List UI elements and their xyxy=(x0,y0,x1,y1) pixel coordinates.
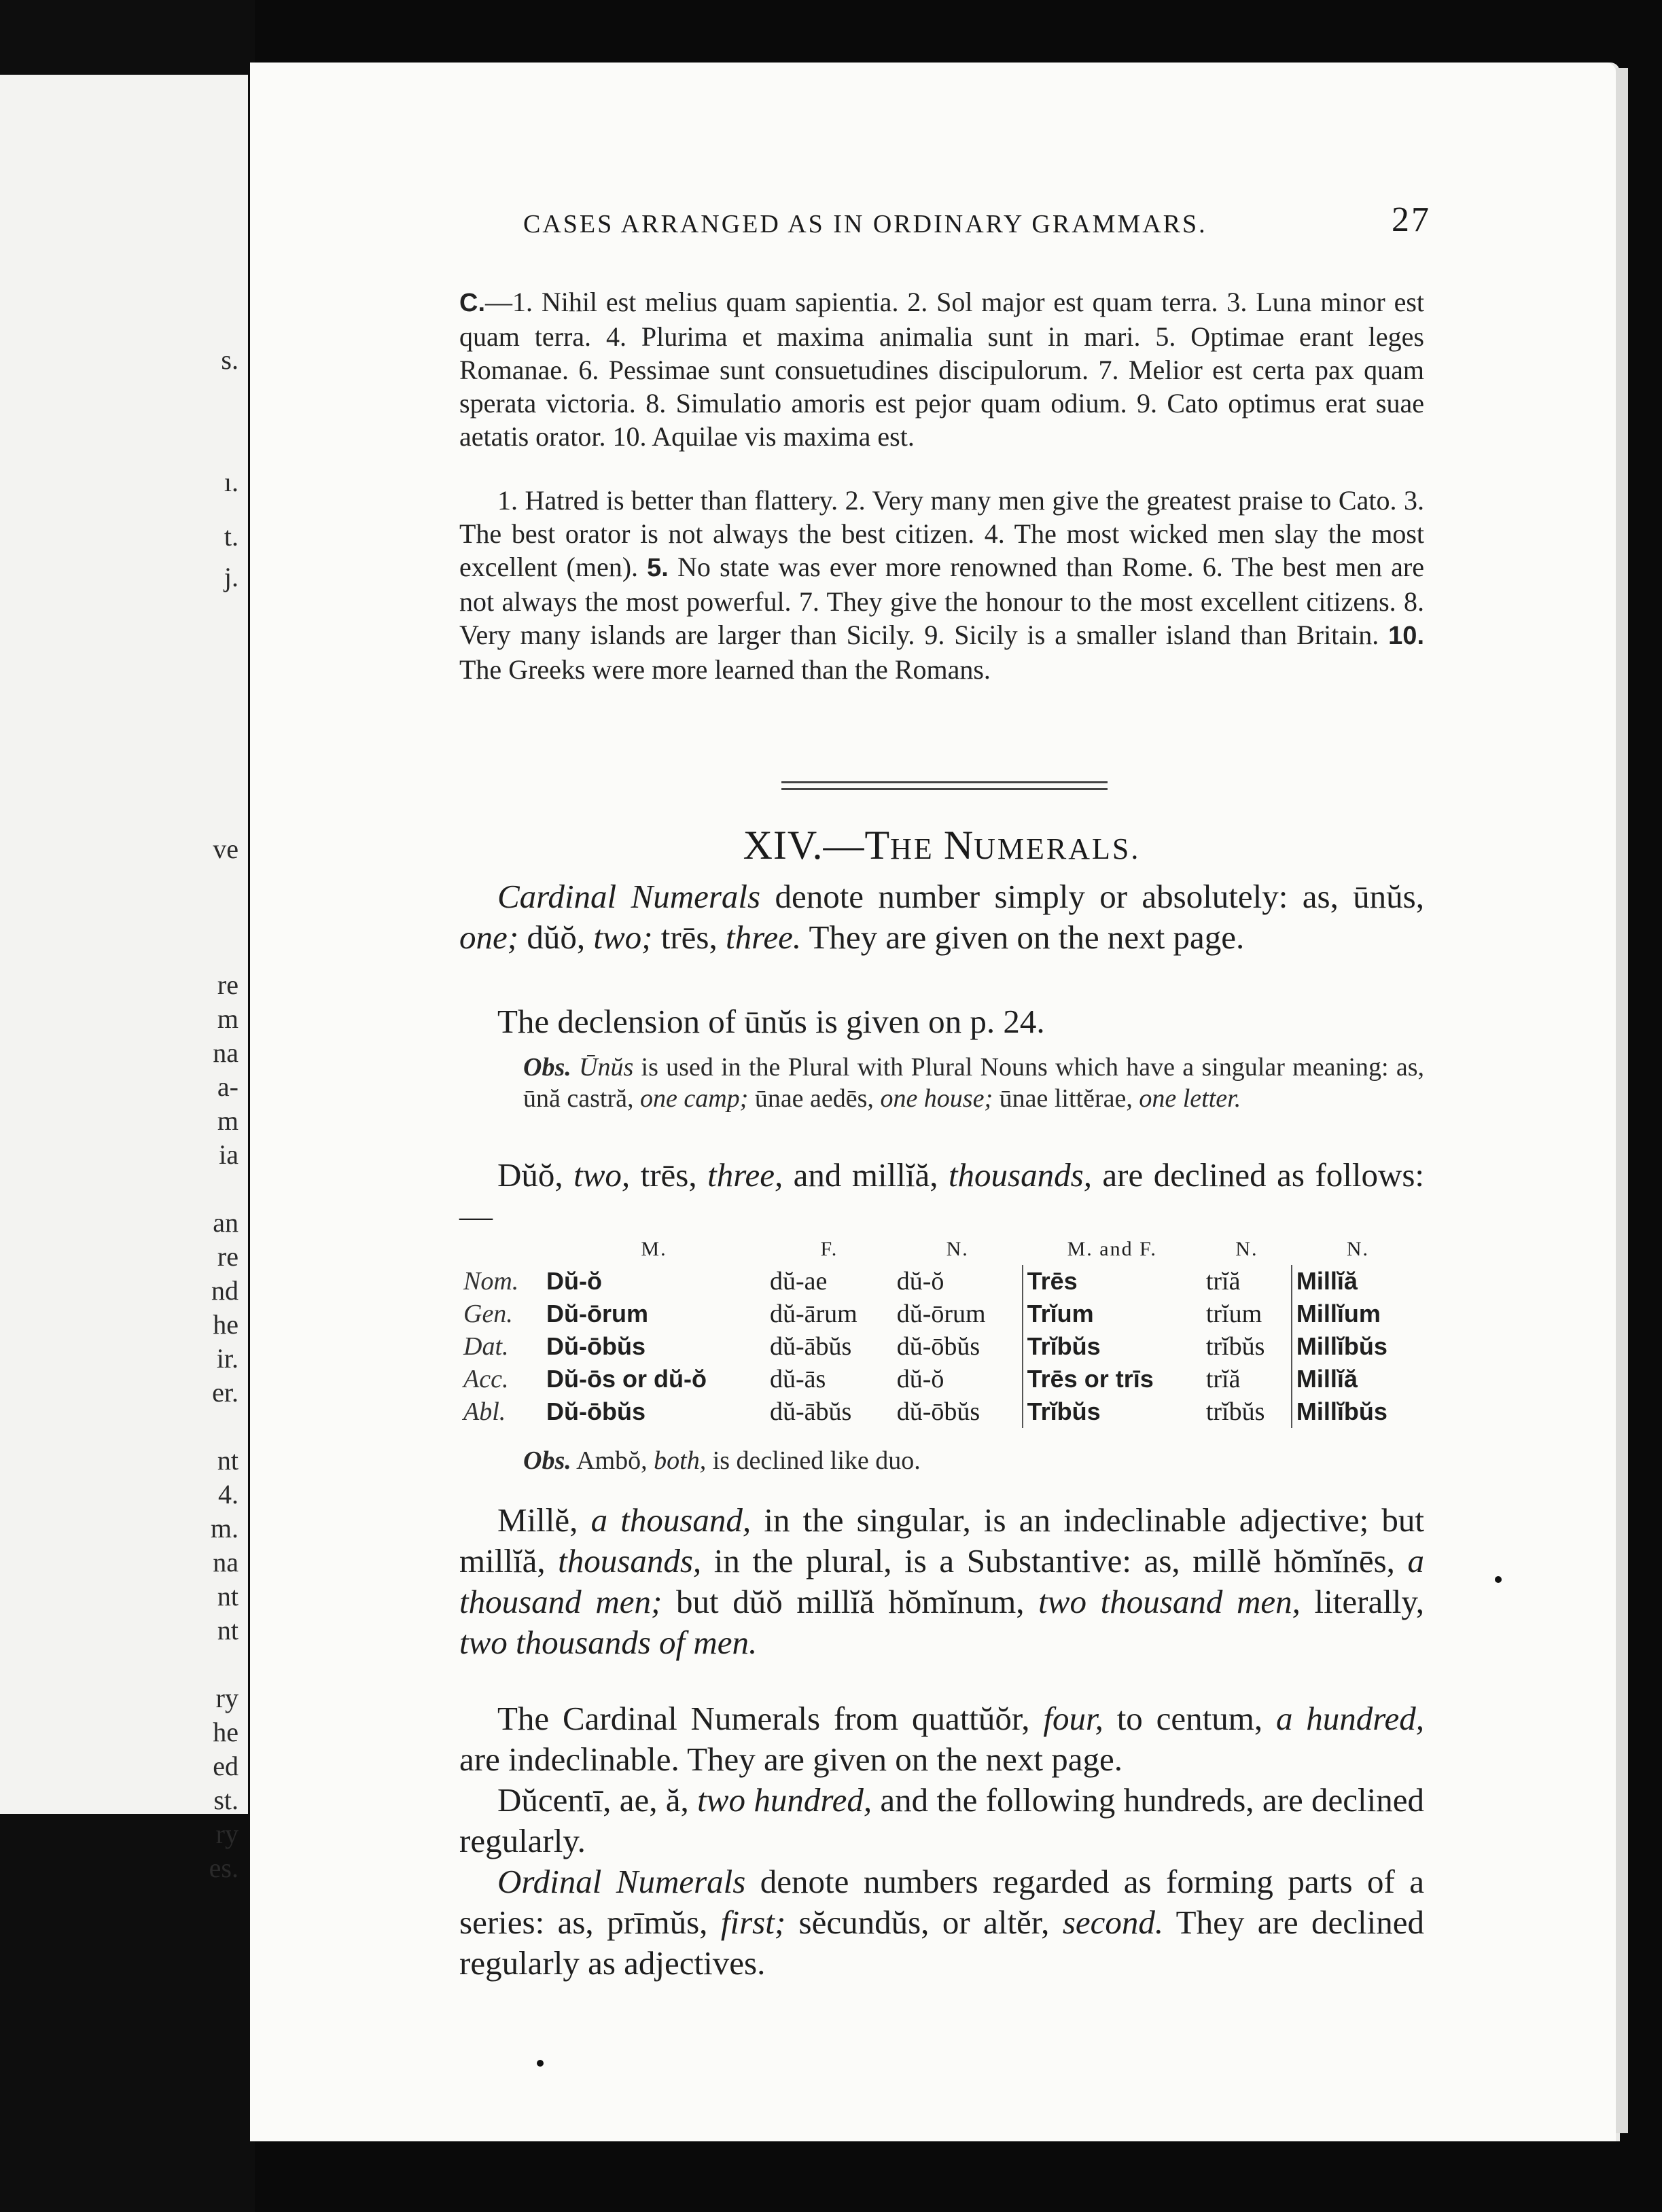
table-cell: trĭă xyxy=(1205,1365,1241,1393)
table-header-case xyxy=(459,1238,542,1265)
gloss: a hundred, xyxy=(1275,1700,1425,1737)
text: The Cardinal Numerals from quattŭŏr, xyxy=(497,1700,1044,1737)
paragraph-mille xyxy=(459,1500,1424,1663)
exercise-segment: No state was ever more renowned than Rome. 6. The best men are not always the most powerful. 7. They give the honour to the most excellent citizens. 8. Very many islands are larger than Sicily. 9. Sicily is a smaller island than Britain. xyxy=(459,552,1424,650)
ink-speck xyxy=(537,2060,544,2067)
text: Millĕ, xyxy=(497,1501,591,1539)
exercise-segment: 5. xyxy=(647,554,669,582)
text: in the singular, is an indeclinable adjective; but millĭă, xyxy=(459,1501,1424,1580)
page-number: 27 xyxy=(1392,200,1431,239)
gloss: four, xyxy=(1043,1700,1103,1737)
left-page-fragment: he xyxy=(213,1309,238,1340)
table-cell: Millĭă xyxy=(1292,1363,1424,1395)
table-cell: Trēs or trīs xyxy=(1023,1363,1202,1395)
term-cardinal: Cardinal Numerals xyxy=(497,878,761,915)
case-label: Nom. xyxy=(463,1267,519,1296)
gloss: thousands, xyxy=(558,1542,702,1580)
table-cell: trĭbŭs xyxy=(1205,1397,1265,1426)
text: Ambŏ, xyxy=(571,1446,654,1475)
table-row xyxy=(459,1363,1424,1395)
left-page-fragment: ry xyxy=(215,1819,238,1849)
section-title-rest-2: UMERALS. xyxy=(974,832,1141,866)
gloss: one camp; xyxy=(639,1084,749,1113)
table-cell: dŭ-ŏ xyxy=(896,1365,944,1393)
gloss: three. xyxy=(725,918,802,956)
text: ūnae aedēs, xyxy=(748,1084,881,1113)
table-cell: Trĭbŭs xyxy=(1023,1395,1202,1428)
gloss: second. xyxy=(1062,1904,1164,1941)
gloss: first; xyxy=(720,1904,786,1941)
table-cell: dŭ-ōbŭs xyxy=(896,1332,980,1361)
term-ordinal: Ordinal Numerals xyxy=(497,1863,746,1900)
left-page-fragment: s. xyxy=(221,344,238,375)
text: are declined as follows:— xyxy=(459,1156,1425,1234)
table-cell: dŭ-ōrum xyxy=(896,1300,986,1328)
text: denote number simply or absolutely: as, ūnŭs, xyxy=(760,878,1424,915)
table-header: N. xyxy=(946,1238,969,1260)
gloss: two hundred, xyxy=(697,1781,872,1819)
gloss: one; xyxy=(459,918,519,956)
paragraph-ordinal xyxy=(459,1861,1424,1984)
text: They are given on the next page. xyxy=(801,918,1245,956)
left-page-fragment: t. xyxy=(224,521,238,552)
table-row xyxy=(459,1330,1424,1363)
table-header: M. and F. xyxy=(1067,1238,1157,1260)
table-cell: dŭ-ŏ xyxy=(896,1267,944,1296)
obs-label: Obs. xyxy=(523,1446,571,1475)
table-cell: Dŭ-ōs or dŭ-ŏ xyxy=(546,1365,707,1393)
text: and millĭă, xyxy=(783,1156,949,1194)
left-page-fragment: ia xyxy=(219,1139,238,1170)
left-page-fragment: ve xyxy=(213,834,238,864)
text: are indeclinable. They are given on the next page. xyxy=(459,1741,1122,1778)
gloss: two thousand men, xyxy=(1038,1583,1301,1620)
left-page-fragment: ir. xyxy=(216,1343,238,1374)
exercise-c-text: —1. Nihil est melius quam sapientia. 2. Sol major est quam terra. 3. Luna minor est quam terra. 4. Plurima et maxima animalia sunt in mari. 5. Optimae erant leges Romanae. 6. Pessimae sunt consuetudines discipulorum. 7. Melior est certa pax quam sperata victoria. 8. Simulatio amoris est pejor quam odium. 9. Cato optimus erat suae aetatis orator. 10. Aquilae vis maxima est. xyxy=(459,287,1424,452)
left-page-fragment: na xyxy=(213,1547,238,1577)
left-page-fragment: j. xyxy=(224,562,238,592)
gloss: two; xyxy=(593,918,653,956)
case-label: Acc. xyxy=(463,1365,509,1393)
case-label: Abl. xyxy=(463,1397,506,1426)
left-page-fragment: ı. xyxy=(224,467,238,497)
table-cell: Millĭă xyxy=(1292,1265,1424,1298)
left-page-fragment: 4. xyxy=(218,1479,238,1510)
table-row xyxy=(459,1298,1424,1330)
section-title xyxy=(459,822,1424,869)
text: literally, xyxy=(1300,1583,1424,1620)
left-page-fragment: nt xyxy=(217,1615,238,1645)
section-title-rest: HE xyxy=(890,832,944,866)
paragraph-declension xyxy=(459,1001,1424,1042)
table-cell: Millĭum xyxy=(1292,1298,1424,1330)
text: trēs, xyxy=(630,1156,708,1194)
table-cell: dŭ-ārum xyxy=(770,1300,857,1328)
table-row xyxy=(459,1395,1424,1428)
table-cell: trĭbŭs xyxy=(1205,1332,1265,1361)
table-cell: dŭ-ōbŭs xyxy=(896,1397,980,1426)
text: in the plural, is a Substantive: as, millĕ hŏmĭnēs, xyxy=(701,1542,1408,1580)
case-label: Gen. xyxy=(463,1300,513,1328)
table-cell: Dŭ-ōbŭs xyxy=(546,1332,646,1360)
left-page-fragment: na xyxy=(213,1037,238,1068)
text: sĕcundŭs, or altĕr, xyxy=(785,1904,1063,1941)
text: dŭŏ, xyxy=(518,918,594,956)
exercise-segment: 10. xyxy=(1388,622,1424,650)
table-cell: Millĭbŭs xyxy=(1292,1330,1424,1363)
table-row xyxy=(459,1265,1424,1298)
left-page-fragment: m xyxy=(217,1105,238,1136)
table-cell: Dŭ-ōrum xyxy=(546,1300,648,1327)
table-header: M. xyxy=(641,1238,667,1260)
table-header: N. xyxy=(1346,1238,1370,1260)
gloss: a thousand men; xyxy=(459,1542,1424,1620)
left-page-fragment: re xyxy=(217,1241,238,1272)
text: to centum, xyxy=(1103,1700,1276,1737)
table-cell: trĭum xyxy=(1205,1300,1262,1328)
exercise-c xyxy=(459,285,1424,453)
table-cell: Trĭbŭs xyxy=(1023,1330,1202,1363)
section-title-initial: T xyxy=(864,823,891,868)
left-page-fragment: m xyxy=(217,1003,238,1034)
text: Dŭcentī, ae, ă, xyxy=(497,1781,698,1819)
left-page-fragment: nt xyxy=(217,1581,238,1611)
section-numeral: XIV.— xyxy=(743,823,865,868)
section-rule-top xyxy=(781,781,1108,783)
text: Dŭŏ, xyxy=(497,1156,574,1194)
left-page-fragment: a- xyxy=(217,1071,238,1102)
paragraph-ducenti xyxy=(459,1780,1424,1861)
table-cell: dŭ-ās xyxy=(770,1365,826,1393)
text: They are declined regularly as adjectives. xyxy=(459,1904,1424,1982)
left-page-fragment: he xyxy=(213,1717,238,1747)
table-header-row xyxy=(459,1238,1424,1265)
gloss: a thousand, xyxy=(590,1501,752,1539)
paragraph-quattuor xyxy=(459,1698,1424,1780)
gloss: two, xyxy=(573,1156,631,1194)
table-cell: trĭă xyxy=(1205,1267,1241,1296)
declension-table xyxy=(459,1238,1424,1428)
obs-label: Obs. xyxy=(523,1053,571,1082)
left-page-fragment: es. xyxy=(209,1853,238,1883)
gloss: one letter. xyxy=(1139,1084,1241,1113)
observation-ambo xyxy=(523,1446,921,1476)
exercise-segment: The Greeks were more learned than the Romans. xyxy=(459,654,991,685)
gloss: thousands, xyxy=(948,1156,1092,1194)
text: ūnae littĕrae, xyxy=(993,1084,1139,1113)
table-header: N. xyxy=(1235,1238,1258,1260)
case-label: Dat. xyxy=(463,1332,509,1361)
left-page-fragment: ed xyxy=(213,1751,238,1781)
table-header: F. xyxy=(820,1238,838,1260)
left-page-fragment: re xyxy=(217,969,238,1000)
table-cell: Trĭum xyxy=(1023,1298,1202,1330)
table-cell: Dŭ-ōbŭs xyxy=(546,1397,646,1425)
table-cell: Dŭ-ŏ xyxy=(546,1267,602,1295)
table-cell: dŭ-ābŭs xyxy=(770,1397,852,1426)
section-title-initial-2: N xyxy=(943,823,974,868)
gloss: one house; xyxy=(880,1084,993,1113)
left-page xyxy=(0,75,248,1883)
left-page-fragment: nd xyxy=(211,1275,238,1306)
page-edge xyxy=(1616,68,1628,2133)
table-cell: Millĭbŭs xyxy=(1292,1395,1424,1428)
ink-speck xyxy=(1495,1576,1502,1583)
gloss: two thousands of men. xyxy=(459,1624,758,1661)
exercise-segment: 1. Hatred is better than flattery. 2. Very many men give the greatest praise to Cato. 3. The best orator is not always the best citizen. 4. The most wicked men slay the most excellent (men). xyxy=(459,485,1424,582)
table-cell: Trēs xyxy=(1023,1265,1202,1298)
table-cell: dŭ-ae xyxy=(770,1267,828,1296)
exercise-english xyxy=(459,484,1424,686)
exercise-label: C. xyxy=(459,289,485,317)
table-cell: dŭ-ābŭs xyxy=(770,1332,852,1361)
obs-word: Ūnŭs xyxy=(579,1053,634,1082)
observation-unus xyxy=(523,1052,1424,1114)
text: is declined like duo. xyxy=(706,1446,921,1475)
gloss: both, xyxy=(654,1446,707,1475)
paragraph-cardinal xyxy=(459,876,1424,958)
paragraph-duo xyxy=(459,1155,1424,1236)
section-rule-bottom xyxy=(781,788,1108,790)
text: but dŭŏ millĭă hŏmĭnum, xyxy=(662,1583,1039,1620)
exercise-english-text xyxy=(459,484,1424,686)
left-page-fragment: er. xyxy=(212,1377,238,1408)
left-page-fragment: an xyxy=(213,1207,238,1238)
text: and the following hundreds, are declined regularly. xyxy=(459,1781,1425,1859)
left-page-fragment: ry xyxy=(215,1683,238,1713)
left-page-fragment: nt xyxy=(217,1445,238,1476)
left-page-fragment: m. xyxy=(210,1513,238,1544)
declension-note: The declension of ūnŭs is given on p. 24. xyxy=(497,1003,1045,1040)
text: is used in the Plural with Plural Nouns which have a singular meaning: as, ūnă castră, xyxy=(523,1053,1425,1113)
gloss: three, xyxy=(707,1156,783,1194)
text: trēs, xyxy=(652,918,726,956)
text: denote numbers regarded as forming parts of a series: as, prīmŭs, xyxy=(459,1863,1424,1941)
running-head-title: CASES ARRANGED AS IN ORDINARY GRAMMARS. xyxy=(523,210,1207,238)
left-page-fragment: st. xyxy=(213,1785,238,1815)
